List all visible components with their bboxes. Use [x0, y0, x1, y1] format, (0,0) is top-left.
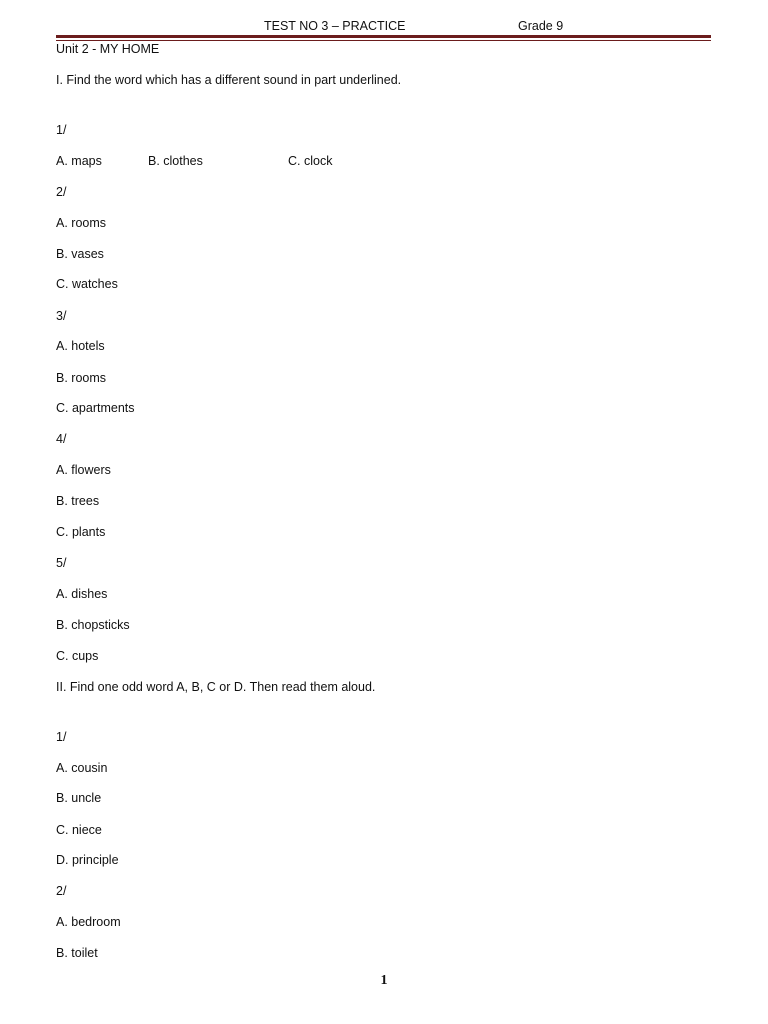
- s2-q1-option-d: D. principle: [56, 853, 119, 867]
- section2-instruction: II. Find one odd word A, B, C or D. Then read them aloud.: [56, 680, 376, 694]
- s1-q2-option-a: A. rooms: [56, 216, 107, 230]
- s1-q1-number: 1/: [56, 123, 67, 137]
- s2-q1-number: 1/: [56, 730, 67, 744]
- s1-q4-number: 4/: [56, 432, 67, 446]
- s1-q4-option-c: C. plants: [56, 525, 106, 539]
- header-title: TEST NO 3 – PRACTICE: [264, 19, 406, 33]
- s1-q3-option-a: A. hotels: [56, 339, 105, 353]
- s1-q5-number: 5/: [56, 556, 67, 570]
- s1-q2-number: 2/: [56, 185, 67, 199]
- s1-q3-number: 3/: [56, 309, 67, 323]
- s1-q3-option-c: C. apartments: [56, 401, 135, 415]
- s1-q2-option-c: C. watches: [56, 277, 118, 291]
- header-rule: [56, 35, 711, 38]
- s2-q1-option-c: C. niece: [56, 823, 102, 837]
- s2-q1-option-a: A. cousin: [56, 761, 108, 775]
- s1-q4-option-a: A. flowers: [56, 463, 111, 477]
- s1-q2-option-b: B. vases: [56, 247, 104, 261]
- page-number: 1: [380, 973, 388, 988]
- s1-q5-option-b: B. chopsticks: [56, 618, 130, 632]
- s1-q1-option-a: A. maps: [56, 154, 102, 168]
- s2-q1-option-b: B. uncle: [56, 791, 102, 805]
- s1-q4-option-b: B. trees: [56, 494, 100, 508]
- s1-q1-option-c: C. clock: [288, 154, 333, 168]
- s1-q3-option-b: B. rooms: [56, 371, 107, 385]
- s1-q5-option-c: C. cups: [56, 649, 99, 663]
- s2-q2-option-a: A. bedroom: [56, 915, 121, 929]
- section1-instruction: I. Find the word which has a different sound in part underlined.: [56, 73, 402, 87]
- s1-q1-option-b: B. clothes: [148, 154, 203, 168]
- header-grade: Grade 9: [518, 19, 564, 33]
- s1-q5-option-a: A. dishes: [56, 587, 108, 601]
- s2-q2-number: 2/: [56, 884, 67, 898]
- unit-title: Unit 2 - MY HOME: [56, 42, 160, 56]
- s2-q2-option-b: B. toilet: [56, 946, 98, 960]
